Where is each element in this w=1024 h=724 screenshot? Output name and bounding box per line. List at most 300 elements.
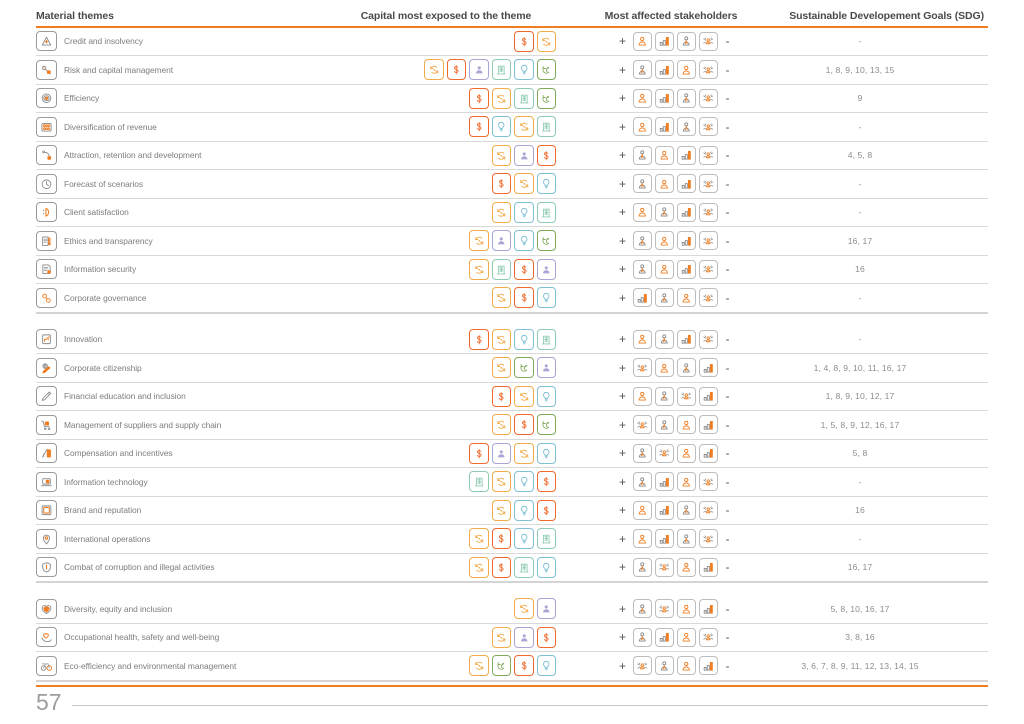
stakeholder-icon-employee — [633, 558, 652, 577]
material-theme-label: Corporate citizenship — [64, 362, 142, 373]
cell-material-theme — [36, 415, 336, 435]
stakeholder-icon-employee — [633, 260, 652, 279]
stakeholder-icon-society — [655, 599, 674, 618]
capital-icon-social — [469, 557, 489, 578]
scale-low-marker: - — [725, 560, 730, 575]
table-row[interactable] — [36, 554, 988, 582]
stakeholder-icon-investor — [699, 599, 718, 618]
cell-sdg: 16, 17 — [847, 235, 873, 246]
capital-icon-financial — [469, 329, 489, 350]
capital-icon-manufactured — [492, 59, 512, 80]
stakeholder-icon-client — [677, 288, 696, 307]
career-path-icon — [36, 145, 57, 165]
cell-stakeholders — [560, 444, 790, 463]
footer-line — [72, 705, 988, 706]
capital-icon-social — [514, 116, 534, 137]
capital-icon-human — [537, 598, 557, 619]
target-icon — [36, 88, 57, 108]
cell-stakeholders — [560, 558, 790, 577]
cell-capital — [336, 414, 560, 435]
table-row[interactable] — [36, 199, 988, 227]
table-row[interactable] — [36, 85, 988, 113]
capital-icon-financial — [514, 414, 534, 435]
scale-low-marker: - — [725, 205, 730, 220]
cell-stakeholders — [560, 656, 790, 675]
capital-icon-intellectual — [514, 202, 534, 223]
stakeholder-icon-investor — [699, 387, 718, 406]
stakeholder-icon-society — [655, 558, 674, 577]
cell-sdg: 5, 8 — [852, 448, 868, 459]
capital-icon-natural — [537, 88, 557, 109]
column-header-sdg: Sustainable Developement Goals (SDG) — [789, 10, 984, 22]
stakeholder-icon-investor — [699, 444, 718, 463]
scale-low-marker: - — [725, 233, 730, 248]
stakeholder-icon-society — [699, 628, 718, 647]
cell-material-theme — [36, 656, 336, 676]
cell-stakeholders — [560, 117, 790, 136]
capital-icon-human — [537, 357, 557, 378]
stakeholder-icon-client — [633, 501, 652, 520]
cell-capital — [336, 598, 560, 619]
capital-icon-human — [514, 627, 534, 648]
cell-sdg: 4, 5, 8 — [847, 150, 873, 161]
cell-sdg: - — [858, 292, 862, 303]
stakeholder-icon-employee — [655, 203, 674, 222]
laptop-icon — [36, 472, 57, 492]
stakeholder-icon-employee — [633, 444, 652, 463]
material-theme-label: Innovation — [64, 334, 103, 345]
capital-icon-financial — [537, 145, 557, 166]
capital-icon-natural — [492, 655, 512, 676]
scale-high-marker: + — [618, 332, 626, 347]
column-header-stakeholders: Most affected stakeholders — [604, 10, 738, 22]
stakeholder-icon-investor — [677, 260, 696, 279]
cell-capital — [336, 528, 560, 549]
cell-material-theme — [36, 259, 336, 279]
pencil-icon — [36, 386, 57, 406]
cell-material-theme — [36, 627, 336, 647]
page-number: 57 — [36, 689, 62, 715]
cell-stakeholders — [560, 288, 790, 307]
scale-high-marker: + — [618, 290, 626, 305]
cell-sdg: - — [858, 36, 862, 47]
scale-low-marker: - — [725, 290, 730, 305]
stakeholder-icon-investor — [677, 330, 696, 349]
capital-icon-financial — [514, 655, 534, 676]
capital-icon-intellectual — [514, 471, 534, 492]
capital-icon-financial — [537, 471, 557, 492]
footer-rule — [36, 685, 988, 687]
capital-icon-social — [492, 202, 512, 223]
stakeholder-icon-investor — [677, 174, 696, 193]
shopping-cart-icon — [36, 415, 57, 435]
stakeholder-icon-investor — [699, 558, 718, 577]
table-row[interactable] — [36, 468, 988, 496]
cell-material-theme — [36, 386, 336, 406]
capital-icon-human — [492, 230, 512, 251]
cell-capital — [336, 145, 560, 166]
material-theme-label: International operations — [64, 533, 151, 544]
scale-high-marker: + — [618, 119, 626, 134]
table-row[interactable] — [36, 56, 988, 84]
table-row[interactable] — [36, 142, 988, 170]
scale-high-marker: + — [618, 474, 626, 489]
cell-capital — [336, 386, 560, 407]
stakeholder-icon-investor — [655, 117, 674, 136]
stakeholder-icon-client — [633, 117, 652, 136]
capital-icon-natural — [537, 414, 557, 435]
cell-stakeholders — [560, 358, 790, 377]
cell-stakeholders — [560, 628, 790, 647]
capital-icon-social — [492, 414, 512, 435]
scale-low-marker: - — [725, 62, 730, 77]
stakeholder-icon-client — [677, 60, 696, 79]
cell-material-theme — [36, 529, 336, 549]
capital-icon-financial — [469, 116, 489, 137]
material-theme-label: Diversity, equity and inclusion — [64, 603, 173, 614]
stakeholder-icon-investor — [655, 32, 674, 51]
cell-sdg: 16, 17 — [847, 562, 873, 573]
scale-low-marker: - — [725, 531, 730, 546]
stakeholder-icon-employee — [655, 656, 674, 675]
stakeholder-icon-society — [633, 415, 652, 434]
capital-icon-manufactured — [537, 116, 557, 137]
stakeholder-icon-investor — [655, 628, 674, 647]
material-theme-label: Financial education and inclusion — [64, 391, 186, 402]
stakeholder-icon-society — [633, 656, 652, 675]
scale-low-marker: - — [725, 446, 730, 461]
cell-capital — [336, 259, 560, 280]
table-row[interactable] — [36, 440, 988, 468]
cell-stakeholders — [560, 60, 790, 79]
capital-icon-intellectual — [514, 500, 534, 521]
table-row[interactable] — [36, 227, 988, 255]
cell-sdg: 1, 8, 9, 10, 12, 17 — [825, 391, 895, 402]
group-gap — [36, 583, 988, 595]
material-theme-label: Combat of corruption and illegal activities — [64, 562, 215, 573]
stakeholder-icon-society — [699, 89, 718, 108]
grid-coins-icon — [36, 117, 57, 137]
scale-low-marker: - — [725, 474, 730, 489]
cell-capital — [336, 31, 560, 52]
scale-low-marker: - — [725, 601, 730, 616]
clock-icon — [36, 174, 57, 194]
table-row[interactable] — [36, 28, 988, 56]
table-row[interactable] — [36, 284, 988, 312]
scale-low-marker: - — [725, 262, 730, 277]
stakeholder-icon-client — [655, 231, 674, 250]
stakeholder-icon-client — [677, 628, 696, 647]
cell-stakeholders — [560, 231, 790, 250]
warning-triangle-icon — [36, 31, 57, 51]
stakeholder-icon-society — [699, 472, 718, 491]
compensation-icon — [36, 443, 57, 463]
stakeholder-icon-society — [699, 203, 718, 222]
stakeholder-icon-investor — [677, 146, 696, 165]
scale-high-marker: + — [618, 531, 626, 546]
capital-icon-manufactured — [492, 259, 512, 280]
stakeholder-icon-employee — [655, 288, 674, 307]
stakeholder-icon-employee — [677, 529, 696, 548]
document-lock-icon — [36, 259, 57, 279]
cell-material-theme — [36, 231, 336, 251]
capital-icon-intellectual — [514, 59, 534, 80]
stakeholder-icon-investor — [655, 60, 674, 79]
cell-material-theme — [36, 358, 336, 378]
stakeholder-icon-employee — [633, 231, 652, 250]
capital-icon-intellectual — [537, 443, 557, 464]
cell-capital — [336, 329, 560, 350]
stakeholder-icon-client — [655, 358, 674, 377]
table-row[interactable] — [36, 525, 988, 553]
cell-material-theme — [36, 117, 336, 137]
stakeholder-icon-employee — [633, 174, 652, 193]
globe-pencil-icon — [36, 358, 57, 378]
stakeholder-icon-client — [633, 32, 652, 51]
table-row[interactable] — [36, 113, 988, 141]
scale-high-marker: + — [618, 34, 626, 49]
shield-icon — [36, 557, 57, 577]
material-theme-label: Compensation and incentives — [64, 448, 173, 459]
group-2 — [36, 326, 988, 582]
stakeholder-icon-society — [633, 358, 652, 377]
stakeholder-icon-client — [677, 599, 696, 618]
capital-icon-financial — [492, 557, 512, 578]
scale-high-marker: + — [618, 630, 626, 645]
stakeholder-icon-employee — [633, 472, 652, 491]
stakeholder-icon-client — [633, 203, 652, 222]
capital-icon-social — [514, 173, 534, 194]
table-row[interactable] — [36, 497, 988, 525]
cell-stakeholders — [560, 529, 790, 548]
material-theme-label: Occupational health, safety and well-being — [64, 632, 220, 643]
scale-high-marker: + — [618, 601, 626, 616]
capital-icon-social — [492, 329, 512, 350]
scale-low-marker: - — [725, 332, 730, 347]
table-row[interactable] — [36, 326, 988, 354]
capital-icon-social — [514, 598, 534, 619]
capital-icon-financial — [514, 31, 534, 52]
cell-stakeholders — [560, 203, 790, 222]
stakeholder-icon-investor — [655, 89, 674, 108]
capital-icon-financial — [514, 259, 534, 280]
stakeholder-icon-employee — [677, 89, 696, 108]
capital-icon-financial — [492, 528, 512, 549]
table-row[interactable] — [36, 383, 988, 411]
stakeholder-icon-employee — [677, 358, 696, 377]
scale-low-marker: - — [725, 630, 730, 645]
material-theme-label: Forecast of scenarios — [64, 178, 144, 189]
stakeholder-icon-client — [677, 656, 696, 675]
capital-icon-manufactured — [469, 471, 489, 492]
cell-stakeholders — [560, 32, 790, 51]
cell-capital — [336, 59, 560, 80]
stakeholder-icon-client — [633, 89, 652, 108]
capital-icon-social — [469, 230, 489, 251]
stakeholder-icon-client — [677, 415, 696, 434]
stakeholder-icon-society — [699, 288, 718, 307]
stakeholder-icon-society — [699, 529, 718, 548]
capital-icon-financial — [537, 500, 557, 521]
stakeholder-icon-society — [699, 146, 718, 165]
table-row[interactable] — [36, 354, 988, 382]
cell-material-theme — [36, 202, 336, 222]
stakeholder-icon-client — [677, 444, 696, 463]
capital-icon-financial — [514, 287, 534, 308]
stakeholder-icon-investor — [655, 529, 674, 548]
cell-sdg: - — [858, 533, 862, 544]
capital-icon-intellectual — [537, 386, 557, 407]
capital-icon-social — [469, 655, 489, 676]
stakeholder-icon-client — [633, 330, 652, 349]
governance-link-icon — [36, 288, 57, 308]
capital-icon-natural — [537, 230, 557, 251]
cell-stakeholders — [560, 146, 790, 165]
stakeholder-icon-investor — [655, 472, 674, 491]
cell-material-theme — [36, 174, 336, 194]
stakeholder-icon-client — [633, 529, 652, 548]
group-rule — [36, 680, 988, 682]
material-theme-label: Credit and insolvency — [64, 36, 144, 47]
capital-icon-manufactured — [537, 329, 557, 350]
stakeholder-icon-client — [677, 472, 696, 491]
capital-icon-intellectual — [492, 116, 512, 137]
cell-capital — [336, 500, 560, 521]
scale-high-marker: + — [618, 560, 626, 575]
table-row[interactable] — [36, 624, 988, 652]
material-theme-label: Information security — [64, 264, 137, 275]
scale-high-marker: + — [618, 62, 626, 77]
material-theme-label: Efficiency — [64, 93, 100, 104]
scale-high-marker: + — [618, 389, 626, 404]
capital-icon-financial — [447, 59, 467, 80]
material-theme-label: Attraction, retention and development — [64, 150, 202, 161]
table-row[interactable] — [36, 652, 988, 680]
cell-material-theme — [36, 88, 336, 108]
material-theme-label: Information technology — [64, 476, 148, 487]
capital-icon-intellectual — [514, 329, 534, 350]
scale-high-marker: + — [618, 148, 626, 163]
cell-capital — [336, 202, 560, 223]
scale-low-marker: - — [725, 658, 730, 673]
cell-stakeholders — [560, 599, 790, 618]
table-body — [36, 28, 988, 682]
cell-material-theme — [36, 60, 336, 80]
table-row[interactable] — [36, 595, 988, 623]
material-theme-label: Corporate governance — [64, 292, 147, 303]
scale-high-marker: + — [618, 262, 626, 277]
cell-sdg: 1, 8, 9, 10, 13, 15 — [825, 64, 895, 75]
table-row[interactable] — [36, 411, 988, 439]
stakeholder-icon-investor — [699, 656, 718, 675]
capital-icon-human — [469, 59, 489, 80]
cell-material-theme — [36, 599, 336, 619]
stakeholder-icon-society — [699, 60, 718, 79]
group-3 — [36, 595, 988, 680]
heart-icon — [36, 599, 57, 619]
cell-stakeholders — [560, 89, 790, 108]
cell-capital — [336, 88, 560, 109]
stakeholder-icon-investor — [677, 203, 696, 222]
cell-capital — [336, 173, 560, 194]
material-theme-label: Risk and capital management — [64, 64, 173, 75]
cell-material-theme — [36, 329, 336, 349]
scale-high-marker: + — [618, 91, 626, 106]
material-theme-label: Client satisfaction — [64, 207, 129, 218]
stakeholder-icon-employee — [655, 330, 674, 349]
capital-icon-human — [514, 145, 534, 166]
stakeholder-icon-client — [633, 387, 652, 406]
cell-stakeholders — [560, 387, 790, 406]
stakeholder-icon-society — [699, 501, 718, 520]
cell-capital — [336, 557, 560, 578]
capital-icon-manufactured — [514, 557, 534, 578]
stakeholder-icon-society — [699, 117, 718, 136]
stakeholder-icon-society — [677, 387, 696, 406]
stakeholder-icon-employee — [633, 599, 652, 618]
stakeholder-icon-client — [677, 558, 696, 577]
scale-high-marker: + — [618, 233, 626, 248]
key-lock-icon — [36, 60, 57, 80]
cell-sdg: - — [858, 334, 862, 345]
capital-icon-social — [492, 471, 512, 492]
scale-low-marker: - — [725, 91, 730, 106]
stakeholder-icon-employee — [677, 32, 696, 51]
capital-icon-natural — [537, 59, 557, 80]
scale-low-marker: - — [725, 503, 730, 518]
cell-capital — [336, 471, 560, 492]
material-theme-label: Management of suppliers and supply chain — [64, 419, 222, 430]
capital-icon-manufactured — [537, 528, 557, 549]
capital-icon-financial — [469, 88, 489, 109]
capital-icon-social — [514, 386, 534, 407]
stakeholder-icon-client — [655, 174, 674, 193]
stakeholder-icon-employee — [633, 628, 652, 647]
capital-icon-manufactured — [514, 88, 534, 109]
capital-icon-intellectual — [537, 655, 557, 676]
stakeholder-icon-employee — [633, 146, 652, 165]
document-rules-icon — [36, 231, 57, 251]
stakeholder-icon-society — [699, 330, 718, 349]
health-hand-heart-icon — [36, 627, 57, 647]
cell-capital — [336, 287, 560, 308]
cell-stakeholders — [560, 501, 790, 520]
column-header-material-themes: Material themes — [36, 10, 114, 22]
bicycle-icon — [36, 656, 57, 676]
cell-material-theme — [36, 288, 336, 308]
table-row[interactable] — [36, 170, 988, 198]
cell-material-theme — [36, 31, 336, 51]
cell-sdg: - — [858, 207, 862, 218]
scale-high-marker: + — [618, 176, 626, 191]
cell-sdg: 3, 8, 16 — [845, 632, 875, 643]
stakeholder-icon-investor — [633, 288, 652, 307]
stakeholder-icon-employee — [655, 415, 674, 434]
stakeholder-icon-employee — [677, 117, 696, 136]
cell-sdg: - — [858, 178, 862, 189]
table-row[interactable] — [36, 256, 988, 284]
group-gap — [36, 314, 988, 326]
scale-low-marker: - — [725, 417, 730, 432]
table-header — [36, 0, 988, 26]
cell-sdg: 1, 4, 8, 9, 10, 11, 16, 17 — [813, 362, 907, 373]
cell-material-theme — [36, 472, 336, 492]
cell-sdg: 9 — [857, 93, 863, 104]
capital-icon-social — [537, 31, 557, 52]
innovation-device-icon — [36, 329, 57, 349]
capital-icon-manufactured — [537, 202, 557, 223]
cell-material-theme — [36, 443, 336, 463]
